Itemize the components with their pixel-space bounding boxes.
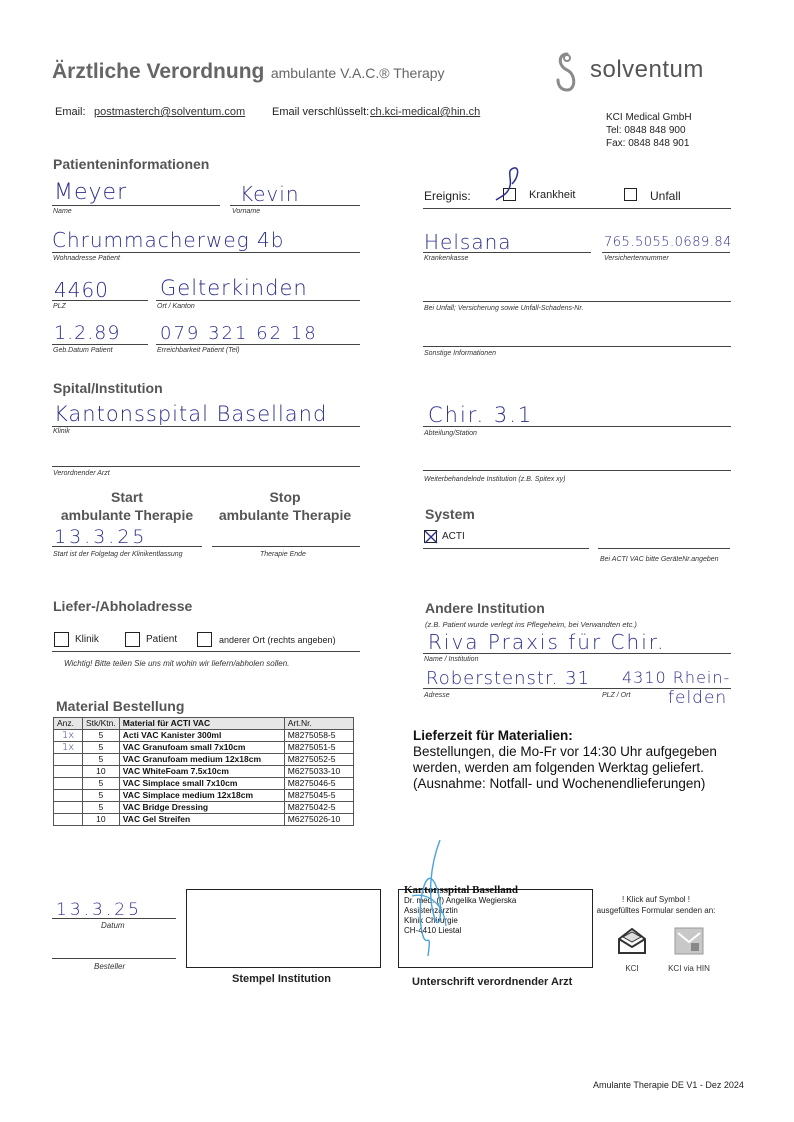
liefer-anderer-checkbox[interactable]: [197, 632, 212, 647]
company-fax: Fax: 0848 848 901: [606, 138, 690, 149]
abteilung-label: Abteilung/Station: [424, 430, 477, 437]
stamp-line4: CH-4410 Liestal: [404, 926, 462, 935]
stamp-line3: Klinik Chirurgie: [404, 916, 458, 925]
abteilung-value[interactable]: Chir. 3.1: [428, 403, 534, 427]
row-stk: 5: [83, 802, 120, 814]
col-stk: Stk/Ktn.: [83, 718, 120, 730]
send-line1: ! Klick auf Symbol !: [621, 895, 691, 904]
patient-tel-value[interactable]: 079 321 62 18: [160, 323, 318, 344]
andere-heading: Andere Institution: [425, 600, 545, 616]
company-name: KCI Medical GmbH: [606, 112, 692, 123]
unterschrift-label: Unterschrift verordnender Arzt: [412, 976, 573, 988]
krankheit-check-mark-icon: [488, 166, 524, 206]
table-row[interactable]: [54, 742, 354, 754]
row-artnr: M8275052-5: [284, 754, 353, 766]
patient-adresse-value[interactable]: Chrummacherweg 4b: [52, 228, 285, 252]
row-anz[interactable]: 1x: [54, 730, 83, 742]
arzt-label: Verordnender Arzt: [53, 470, 110, 477]
krankenkasse-label: Krankenkasse: [424, 255, 469, 262]
liefer-patient-label: Patient: [146, 634, 178, 645]
email-encrypted-link[interactable]: ch.kci-medical@hin.ch: [370, 106, 481, 118]
andere-name-label: Name / Institution: [424, 656, 479, 663]
liefer-klinik-checkbox[interactable]: [54, 632, 69, 647]
ereignis-label: Ereignis:: [424, 189, 471, 203]
email-link[interactable]: postmasterch@solventum.com: [94, 106, 246, 118]
andere-ort-value[interactable]: felden: [668, 688, 728, 708]
row-material: VAC Gel Streifen: [119, 814, 284, 826]
material-table: [53, 717, 354, 826]
row-material: VAC Bridge Dressing: [119, 802, 284, 814]
material-header-row: [54, 718, 354, 730]
unfall-checkbox[interactable]: [624, 188, 637, 201]
stop-heading: [208, 488, 362, 524]
row-anz[interactable]: [54, 802, 83, 814]
kci-hin-send-button[interactable]: [664, 927, 714, 973]
col-artnr: Art.Nr.: [284, 718, 353, 730]
system-note: Bei ACTI VAC bitte GeräteNr.angeben: [600, 556, 719, 563]
patient-vorname-value[interactable]: Kevin: [240, 182, 300, 206]
datum-value[interactable]: 13.3.25: [56, 900, 142, 920]
brand-name: solventum: [590, 56, 704, 83]
start-heading-2: ambulante Therapie: [60, 507, 194, 523]
row-stk: 10: [83, 814, 120, 826]
row-artnr: M8275046-5: [284, 778, 353, 790]
weiter-label: Weiterbehandelnde Institution (z.B. Spitex xy): [424, 476, 566, 483]
row-stk: 5: [83, 742, 120, 754]
patient-tel-label: Erreichbarkeit Patient (Tel): [157, 347, 240, 354]
liefer-klinik-label: Klinik: [75, 634, 99, 645]
col-material: Material für ACTI VAC: [119, 718, 284, 730]
patient-heading: Patienteninformationen: [53, 156, 210, 172]
row-anz[interactable]: [54, 814, 83, 826]
company-tel: Tel: 0848 848 900: [606, 125, 686, 136]
start-date-value[interactable]: 13.3.25: [54, 526, 148, 548]
andere-name-value[interactable]: Riva Praxis für Chir.: [428, 630, 666, 654]
stop-heading-2: ambulante Therapie: [218, 507, 352, 523]
row-anz[interactable]: [54, 766, 83, 778]
row-material: VAC Simplace medium 12x18cm: [119, 790, 284, 802]
datum-label: Datum: [101, 921, 125, 930]
row-anz[interactable]: [54, 754, 83, 766]
table-row[interactable]: [54, 778, 354, 790]
row-material: Acti VAC Kanister 300ml: [119, 730, 284, 742]
andere-plz-label: PLZ / Ort: [602, 692, 631, 699]
col-anz: Anz.: [54, 718, 83, 730]
unfall-label: Unfall: [650, 189, 681, 203]
unfall-info-label: Bei Unfall; Versicherung sowie Unfall-Schadens-Nr.: [424, 305, 584, 312]
andere-adresse-value[interactable]: Roberstenstr. 31: [426, 668, 591, 689]
row-stk: 5: [83, 754, 120, 766]
stempel-box[interactable]: [186, 889, 381, 968]
send-info: [596, 894, 716, 916]
material-heading: Material Bestellung: [56, 698, 185, 714]
patient-plz-value[interactable]: 4460: [54, 278, 109, 302]
stamp-line1: Dr. med. (I) Angelika Wegierska: [404, 896, 517, 905]
email-label: Email:: [55, 106, 86, 118]
row-material: VAC Granufoam medium 12x18cm: [119, 754, 284, 766]
table-row[interactable]: [54, 730, 354, 742]
table-row[interactable]: [54, 814, 354, 826]
row-anz[interactable]: [54, 790, 83, 802]
versnr-value[interactable]: 765.5055.0689.84: [604, 235, 732, 250]
envelope-hin-icon: [674, 927, 704, 955]
row-anz[interactable]: [54, 778, 83, 790]
row-artnr: M6275026-10: [284, 814, 353, 826]
row-stk: 5: [83, 790, 120, 802]
row-material: VAC Granufoam small 7x10cm: [119, 742, 284, 754]
page-title: [52, 60, 445, 84]
kci-label: KCI: [625, 964, 639, 973]
kci-hin-label: KCI via HIN: [668, 964, 710, 973]
patient-vorname-label: Vorname: [232, 208, 261, 215]
system-heading: System: [425, 506, 475, 522]
lieferzeit-line2: werden, werden am folgenden Werktag geliefert.: [413, 760, 704, 775]
andere-plz-value[interactable]: 4310 Rhein-: [622, 668, 731, 687]
klinik-label: Klinik: [53, 428, 70, 435]
liefer-anderer-label: anderer Ort (rechts angeben): [219, 635, 336, 645]
signature-icon: [400, 836, 470, 966]
patient-geb-value[interactable]: 1.2.89: [54, 322, 121, 344]
kci-send-button[interactable]: [617, 927, 647, 973]
row-stk: 5: [83, 730, 120, 742]
lieferzeit-line3: (Ausnahme: Notfall- und Wochenendlieferungen): [413, 776, 706, 791]
andere-adresse-label: Adresse: [424, 692, 450, 699]
patient-ort-value[interactable]: Gelterkinden: [160, 276, 308, 300]
lieferzeit-block: [413, 728, 717, 792]
row-anz[interactable]: 1x: [54, 742, 83, 754]
krankenkasse-value[interactable]: Helsana: [424, 230, 512, 254]
row-stk: 10: [83, 766, 120, 778]
stamp-line2: Assistenzärztin: [404, 906, 458, 915]
liefer-hinweis: Wichtig! Bitte teilen Sie uns mit wohin wir liefern/abholen sollen.: [64, 659, 290, 668]
spital-heading: Spital/Institution: [53, 380, 163, 396]
table-row[interactable]: [54, 802, 354, 814]
patient-name-label: Name: [53, 208, 72, 215]
besteller-label: Besteller: [94, 962, 126, 971]
krankheit-label: Krankheit: [529, 189, 576, 201]
row-material: VAC Simplace small 7x10cm: [119, 778, 284, 790]
stempel-label: Stempel Institution: [232, 973, 331, 985]
acti-label: ACTI: [442, 531, 465, 542]
patient-ort-label: Ort / Kanton: [157, 303, 195, 310]
table-row[interactable]: [54, 790, 354, 802]
liefer-patient-checkbox[interactable]: [125, 632, 140, 647]
patient-geb-label: Geb.Datum Patient: [53, 347, 113, 354]
liefer-heading: Liefer-/Abholadresse: [53, 598, 193, 614]
start-heading: [52, 488, 202, 524]
send-line2: ausgefülltes Formular senden an:: [596, 906, 716, 915]
row-artnr: M8275058-5: [284, 730, 353, 742]
row-stk: 5: [83, 778, 120, 790]
row-material: VAC WhiteFoam 7.5x10cm: [119, 766, 284, 778]
lieferzeit-line1: Bestellungen, die Mo-Fr vor 14:30 Uhr aufgegeben: [413, 744, 717, 759]
title-main: Ärztliche Verordnung: [52, 60, 265, 83]
start-label: Start ist der Folgetag der Klinikentlassung: [53, 551, 183, 558]
solventum-logo-icon: [552, 50, 582, 96]
versnr-label: Versichertennummer: [604, 255, 669, 262]
row-artnr: M6275033-10: [284, 766, 353, 778]
table-row[interactable]: [54, 766, 354, 778]
patient-name-value[interactable]: Meyer: [54, 180, 128, 205]
patient-plz-label: PLZ: [53, 303, 66, 310]
andere-sub: (z.B. Patient wurde verlegt ins Pflegeheim, bei Verwandten etc.): [425, 620, 637, 629]
stop-heading-1: Stop: [269, 489, 301, 505]
patient-adresse-label: Wohnadresse Patient: [53, 255, 120, 262]
lieferzeit-heading: Lieferzeit für Materialien:: [413, 728, 573, 743]
row-artnr: M8275045-5: [284, 790, 353, 802]
ende-label: Therapie Ende: [260, 551, 306, 558]
acti-check-mark-icon: [423, 529, 439, 545]
envelope-icon: [617, 927, 647, 955]
sonstige-label: Sonstige Informationen: [424, 350, 496, 357]
version-label: Amulante Therapie DE V1 - Dez 2024: [593, 1080, 744, 1090]
email-encrypted-label: Email verschlüsselt:: [272, 106, 370, 118]
stamp-title: Kantonsspital Baselland: [404, 884, 519, 896]
row-artnr: M8275051-5: [284, 742, 353, 754]
row-artnr: M8275042-5: [284, 802, 353, 814]
title-sub: ambulante V.A.C.® Therapy: [270, 65, 445, 81]
start-heading-1: Start: [111, 489, 143, 505]
klinik-value[interactable]: Kantonsspital Baselland: [54, 402, 328, 426]
table-row[interactable]: [54, 754, 354, 766]
